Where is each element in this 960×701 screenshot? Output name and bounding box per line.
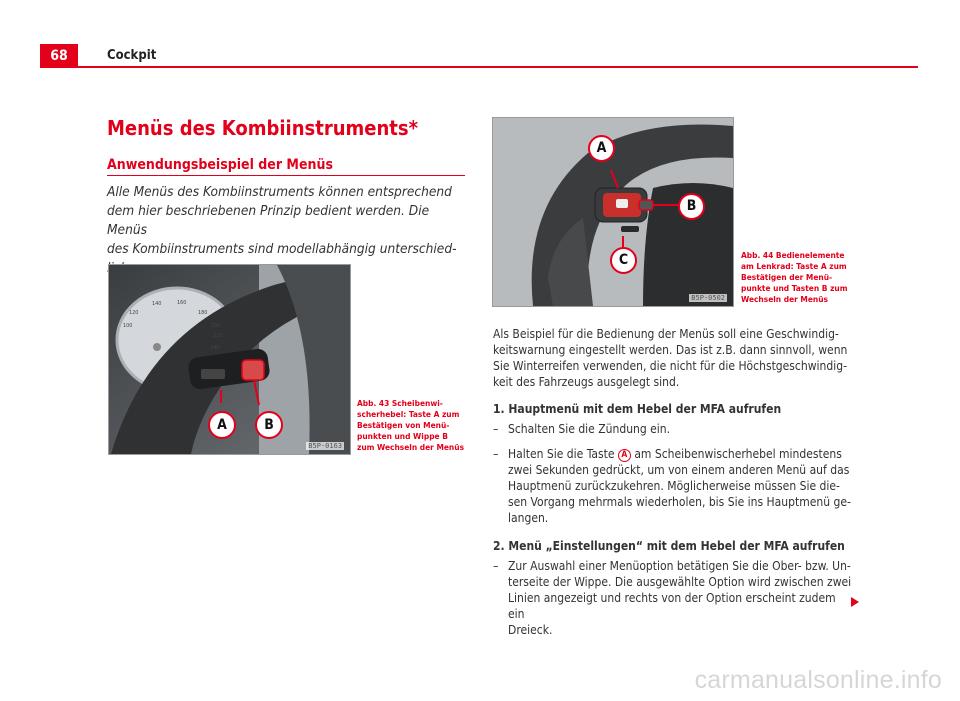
watermark: carmanualsonline.info <box>694 666 942 694</box>
step-2-item: – Zur Auswahl einer Menüoption betätigen Sie die Ober- bzw. Un- terseite der Wippe. Die ausgewählte Option wird zwischen zwei Linien angezeigt und rechts von der Option erscheint zudem ein Dreieck. <box>493 559 852 637</box>
intro-paragraph: Alle Menüs des Kombiinstruments können entsprechend dem hier beschriebenen Prinzip bedient werden. Die Menüs des Kombiinstruments sind modellabhängig unterschied- <box>107 184 457 257</box>
callout-c: C <box>610 247 637 274</box>
page-number: 68 <box>40 44 78 68</box>
cluster-label: 240 <box>210 345 220 351</box>
callout-b: B <box>255 411 283 439</box>
step-1-item: – Halten Sie die Taste A am Scheibenwischerhebel mindestens zwei Sekunden gedrückt, um von einem anderen Menü auf das Hauptmenü zurückzukehren. Möglicherweise müssen Sie die- sen Vorgang mehrmals wiederholen, bis Sie ins Hauptmenü ge- langen. <box>493 447 851 525</box>
step-2-heading: 2. Menü „Einstellungen“ mit dem Hebel der MFA aufrufen <box>493 539 845 553</box>
body-text <box>493 326 853 647</box>
cluster-label: 160 <box>177 300 187 306</box>
callout-a: A <box>208 411 236 439</box>
dash-bullet: – <box>493 559 499 573</box>
header-rule <box>40 66 918 68</box>
cluster-label: 100 <box>123 323 133 329</box>
section-subtitle: Anwendungsbeispiel der Menüs <box>107 157 333 173</box>
key-a-marker: A <box>618 449 631 462</box>
body-intro: Als Beispiel für die Bedienung der Menüs soll eine Geschwindig- keitswarnung eingestellt werden. Das ist z.B. dann sinnvoll, wenn Sie Winterreifen verwenden, die nicht für die Höchstgeschwindig- keit des Fahrzeugs ausgelegt sind. <box>493 327 848 389</box>
cluster-label: 140 <box>152 301 162 307</box>
running-head: Cockpit <box>107 48 157 63</box>
step-1-heading: 1. Hauptmenü mit dem Hebel der MFA aufrufen <box>493 402 782 416</box>
dash-bullet: – <box>493 447 499 461</box>
cluster-label: 180 <box>198 310 208 316</box>
figure-code: B5P-0502 <box>691 294 725 302</box>
figure-44-image <box>492 117 734 307</box>
section-title: Menüs des Kombiinstruments* <box>107 116 418 140</box>
callout-b: B <box>678 193 705 220</box>
cluster-label: 210 <box>213 333 223 339</box>
step-1-item: – Schalten Sie die Zündung ein. <box>493 422 671 436</box>
callout-a: A <box>588 135 615 162</box>
cluster-label: 200 <box>211 323 221 329</box>
figure-44-caption: Abb. 44 Bedienelemente am Lenkrad: Taste A zum Bestätigen der Menü- punkte und Tasten B zum Wechseln der Menüs <box>741 250 848 304</box>
dash-bullet: – <box>493 422 499 436</box>
figure-43-image <box>108 264 351 455</box>
continue-arrow-icon <box>851 597 859 607</box>
cluster-label: 120 <box>129 310 139 316</box>
figure-code: B5P-0163 <box>308 442 342 450</box>
subtitle-rule <box>107 175 465 176</box>
figure-43-caption: Abb. 43 Scheibenwi- scherhebel: Taste A zum Bestätigen von Menü- punkten und Wippe B zum Wechseln der Menüs <box>357 398 465 452</box>
